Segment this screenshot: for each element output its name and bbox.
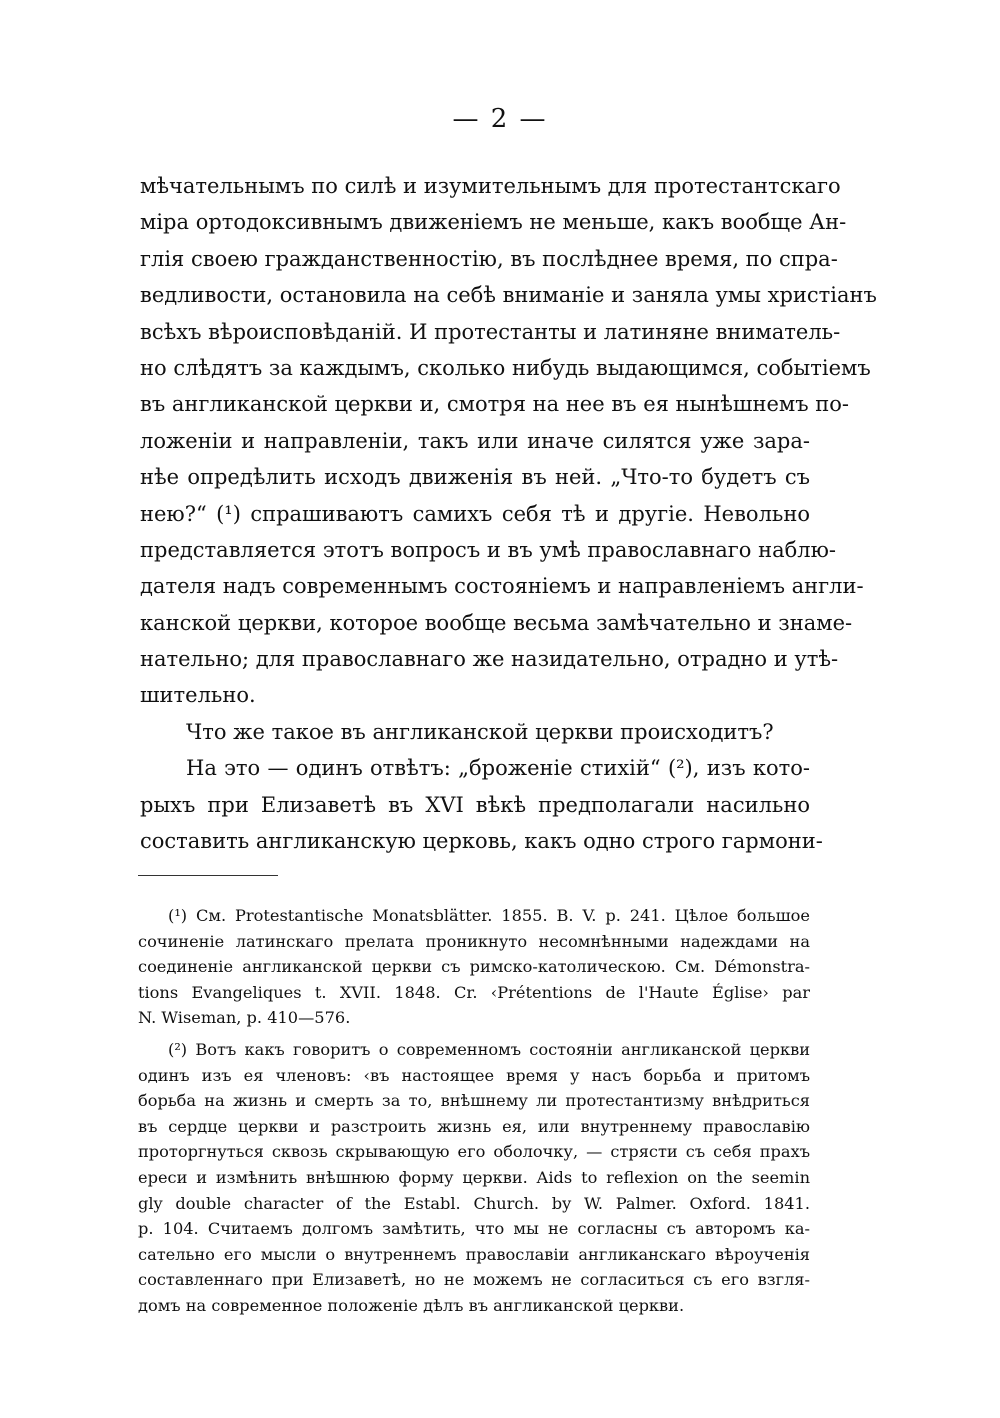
text-line: канской церкви, которое вообще весьма замѣчательно и знаме- [140, 610, 853, 635]
footnote-1-line: соединеніе англиканской церкви съ римско-католическою. См. Démonstra- [138, 957, 810, 977]
footnote-1-line: (¹) См. Protestantische Monatsblätter. 1855. B. V. p. 241. Цѣлое большое [168, 906, 810, 925]
page-number: — 2 — [452, 104, 548, 134]
text-line: шительно. [140, 683, 256, 708]
text-line: дателя надъ современнымъ состояніемъ и направленіемъ англи- [140, 574, 864, 599]
footnote-2-line: сательно его мысли о внутреннемъ православіи англиканскаго вѣроученія [138, 1244, 810, 1264]
text-line: нею?“ (¹) спрашиваютъ самихъ себя тѣ и другіе. Невольно [140, 501, 810, 526]
text-line: міра ортодоксивнымъ движеніемъ не меньше, какъ вообще Ан- [140, 210, 847, 235]
text-line: Что же такое въ англиканской церкви происходитъ? [186, 719, 774, 744]
text-line: рыхъ при Елизаветѣ въ XVI вѣкѣ предполагали насильно [140, 792, 810, 817]
main-text-body [140, 168, 877, 859]
footnote-1-line: N. Wiseman, p. 410—576. [138, 1008, 351, 1028]
text-line: ложеніи и направленіи, такъ или иначе силятся уже зара- [140, 428, 810, 453]
text-line: составить англиканскую церковь, какъ одно строго гармони- [140, 829, 823, 854]
text-line: въ англиканской церкви и, смотря на нее въ ея нынѣшнемъ по- [140, 392, 849, 417]
footnote-separator [138, 875, 278, 876]
footnote-2-line: борьба на жизнь и смерть за то, внѣшнему ли протестантизму внѣдриться [138, 1091, 810, 1111]
text-line: На это — одинъ отвѣтъ: „броженіе стихій“ (²), изъ кото- [186, 756, 810, 781]
text-line: нѣе опредѣлить исходъ движенія въ ней. „Что-то будетъ съ [140, 465, 810, 490]
text-line: но слѣдятъ за каждымъ, сколько нибудь выдающимся, событіемъ [140, 355, 871, 380]
text-line: представляется этотъ вопросъ и въ умѣ православнаго наблю- [140, 537, 837, 562]
text-line: глія своею гражданственностію, въ послѣднее время, по спра- [140, 246, 838, 271]
footnote-2-line: проторгнуться сквозь скрывающую его оболочку, — стрясти съ себя прахъ [138, 1142, 810, 1162]
footnotes [138, 903, 810, 1319]
text-line: всѣхъ вѣроисповѣданій. И протестанты и латиняне вниматель- [140, 319, 841, 344]
footnote-2-line: въ сердце церкви и разстроить жизнь ея, или внутреннему православію [138, 1116, 810, 1136]
text-line: ведливости, остановила на себѣ вниманіе и заняла умы христіанъ [140, 283, 877, 308]
footnote-2-line: (²) Вотъ какъ говоритъ о современномъ состояніи англиканской церкви [168, 1039, 810, 1059]
footnote-2-line: gly double character of the Establ. Church. by W. Palmer. Oxford. 1841. [138, 1193, 810, 1213]
footnote-2-line: домъ на современное положеніе дѣлъ въ англиканской церкви. [138, 1295, 685, 1315]
footnote-2-line: ереси и измѣнить внѣшнюю форму церкви. Aids to reflexion on the seemin [138, 1167, 810, 1187]
footnote-1-line: tions Evangeliques t. XVII. 1848. Cr. ‹Prétentions de l'Haute Église› par [138, 982, 810, 1002]
footnote-2-line: p. 104. Считаемъ долгомъ замѣтить, что мы не согласны съ авторомъ ка- [138, 1219, 810, 1239]
footnote-2-line: составленнаго при Елизаветѣ, но не можемъ не согласиться съ его взгля- [138, 1270, 810, 1290]
text-line: мѣчательнымъ по силѣ и изумительнымъ для протестантскаго [140, 174, 841, 198]
text-line: нательно; для православнаго же назидательно, отрадно и утѣ- [140, 647, 839, 672]
footnote-2-line: одинъ изъ ея членовъ: ‹въ настоящее время у насъ борьба и притомъ [138, 1065, 810, 1085]
footnote-1-line: сочиненіе латинскаго прелата проникнуто несомнѣнными надеждами на [138, 931, 810, 951]
